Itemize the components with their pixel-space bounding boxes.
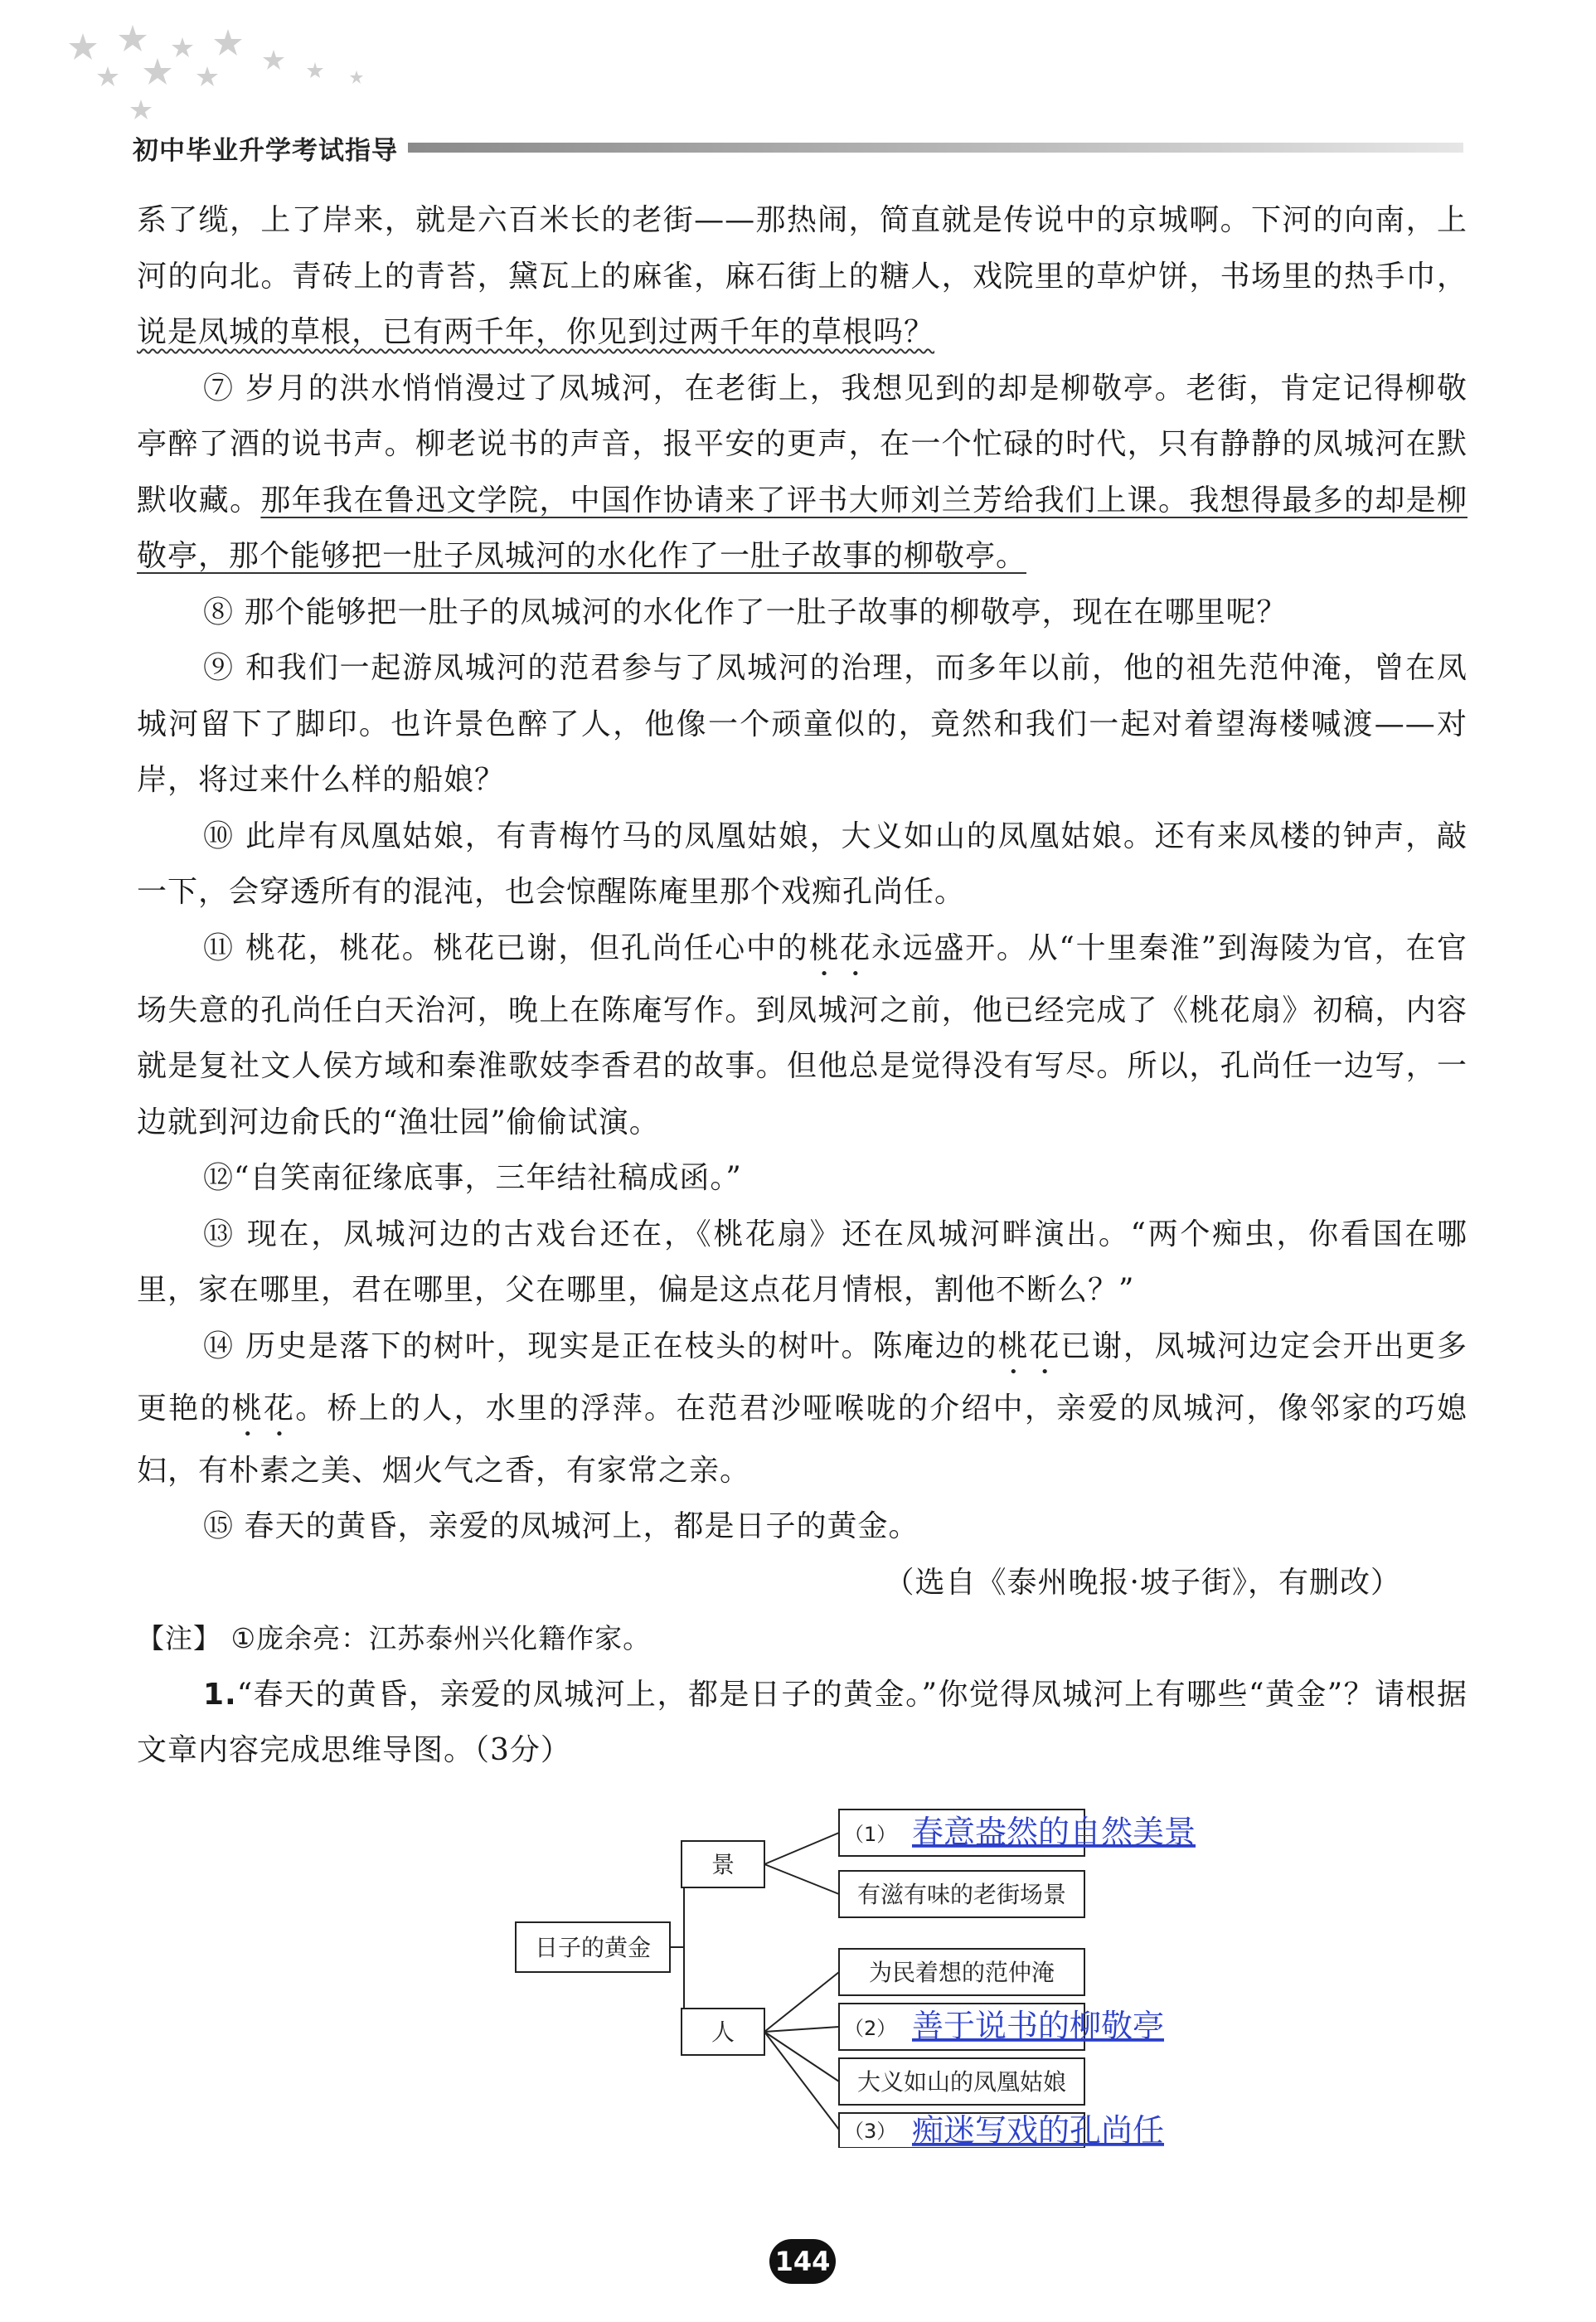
question-number: 1.	[203, 1677, 237, 1712]
star-icon	[214, 29, 242, 56]
mindmap-branch-scene-label: 景	[711, 1851, 735, 1878]
paragraph-text: 已谢，凤城河边定会开出更多更艳的	[137, 1329, 1467, 1426]
mindmap-leaf-1-number: （1）	[844, 1823, 897, 1846]
question-text: “春天的黄昏，亲爱的凤城河上，都是日子的黄金。”你觉得凤城河上有哪些“黄金”？请根据文章内容完成思维导图。（3分）	[137, 1677, 1467, 1767]
mindmap-leaf-6-number: （3）	[844, 2120, 897, 2143]
star-icon	[119, 25, 147, 51]
header-rule	[408, 143, 1463, 153]
paragraph-9: ⑨ 和我们一起游凤城河的范君参与了凤城河的治理，而多年以前，他的祖先范仲淹，曾在凤城河留下了脚印。也许景色醉了人，他像一个顽童似的，竟然和我们一起对着望海楼喊渡——对岸，将过来什么样的船娘？	[137, 651, 1467, 797]
paragraph-text: ⑪ 桃花，桃花。桃花已谢，但孔尚任心中的	[203, 930, 809, 965]
star-icon	[143, 58, 172, 85]
paragraph-7	[137, 361, 1467, 585]
paragraph-12: ⑫“自笑南征缘底事，三年结社稿成函。”	[203, 1161, 742, 1195]
mindmap-leaf-3-label: 为民着想的范仲淹	[868, 1959, 1055, 1986]
source-citation: （选自《泰州晚报·坡子街》，有删改）	[884, 1565, 1401, 1600]
header-title: 初中毕业升学考试指导	[133, 135, 398, 166]
paragraph-8: ⑧ 那个能够把一肚子的凤城河的水化作了一肚子故事的柳敬亭，现在在哪里呢？	[203, 595, 1288, 629]
paragraph-10: ⑩ 此岸有凤凰姑娘，有青梅竹马的凤凰姑娘，大义如山的凤凰姑娘。还有来凤楼的钟声，敲一下，会穿透所有的混沌，也会惊醒陈庵里那个戏痴孔尚任。	[137, 819, 1467, 909]
footnote: 【注】 ①庞余亮：江苏泰州兴化籍作家。	[137, 1622, 652, 1654]
mindmap-leaf-4-number: （2）	[844, 2017, 897, 2040]
emphasis-dotted-word: 桃花	[808, 930, 871, 965]
star-icon	[97, 66, 119, 86]
decorative-stars	[50, 17, 481, 141]
page-number: 144	[769, 2239, 836, 2284]
mindmap-answer-1: 春意盎然的自然美景	[912, 1814, 1196, 1850]
paragraph-text: 系了缆，上了岸来，就是六百米长的老街——那热闹，简直就是传说中的京城啊。下河的向南，上河的向北。青砖上的青苔，黛瓦上的麻雀，麻石街上的糖人，戏院里的草炉饼，书场里的热手巾，	[137, 203, 1467, 294]
mindmap-answer-3: 痴迷写戏的孔尚任	[912, 2112, 1165, 2148]
star-icon	[350, 70, 363, 84]
page-header	[133, 131, 1463, 164]
paragraph-13: ⑬ 现在，凤城河边的古戏台还在，《桃花扇》还在凤城河畔演出。“两个痴虫，你看国在哪里，家在哪里，君在哪里，父在哪里，偏是这点花月情根，割他不断么？”	[137, 1217, 1467, 1307]
mindmap-root-label: 日子的黄金	[534, 1934, 652, 1961]
star-icon	[69, 33, 97, 60]
emphasis-dotted-word: 桃花	[997, 1329, 1061, 1363]
star-icon	[263, 50, 284, 70]
mindmap-leaf-2-label: 有滋有味的老街场景	[856, 1881, 1067, 1908]
star-icon	[307, 62, 323, 78]
mindmap-answer-2: 善于说书的柳敬亭	[912, 2008, 1165, 2044]
star-icon	[196, 66, 218, 86]
paragraph-text: 。桥上的人，水里的浮萍。在范君沙哑喉咙的介绍中，亲爱的凤城河，像邻家的巧媳妇，有朴素之美、烟火气之香，有家常之亲。	[137, 1391, 1467, 1488]
mindmap-branch-people-label: 人	[711, 2018, 735, 2046]
paragraph-15: ⑮ 春天的黄昏，亲爱的凤城河上，都是日子的黄金。	[203, 1509, 919, 1543]
emphasis-dotted-word: 桃花	[231, 1391, 296, 1426]
paragraph-text: ⑭ 历史是落下的树叶，现实是正在枝头的树叶。陈庵边的	[203, 1329, 998, 1363]
paragraph-11	[137, 921, 1467, 1151]
mind-map	[497, 1783, 1244, 2148]
paragraph-14	[137, 1319, 1467, 1499]
star-icon	[172, 37, 193, 57]
question-1	[137, 1667, 1467, 1779]
paragraph-text: 永远盛开。从“十里秦淮”到海陵为官，在官场失意的孔尚任白天治河，晚上在陈庵写作。到凤城河之前，他已经完成了《桃花扇》初稿，内容就是复社文人侯方域和秦淮歌妓李香君的故事。但他总是觉得没有写尽。所以，孔尚任一边写，一边就到河边俞氏的“渔壮园”偷偷试演。	[137, 930, 1467, 1139]
underlined-sentence: 那年我在鲁迅文学院，中国作协请来了评书大师刘兰芳给我们上课。我想得最多的却是柳敬亭，那个能够把一肚子凤城河的水化作了一肚子故事的柳敬亭。	[137, 483, 1467, 573]
star-icon	[130, 100, 152, 119]
mindmap-leaf-5-label: 大义如山的凤凰姑娘	[856, 2068, 1067, 2096]
paragraph-text: ⑦ 岁月的洪水悄悄漫过了凤城河，在老街上，我想见到的却是柳敬亭。老街，肯定记得柳敬亭醉了酒的说书声。柳老说书的声音，报平安的更声，在一个忙碌的时代，只有静静的凤城河在默默收藏。	[137, 371, 1467, 517]
wavy-underlined-sentence: 说是凤城的草根，已有两千年，你见到过两千年的草根吗？	[137, 315, 935, 349]
paragraph-6	[137, 192, 1467, 361]
article-body	[137, 192, 1467, 1779]
